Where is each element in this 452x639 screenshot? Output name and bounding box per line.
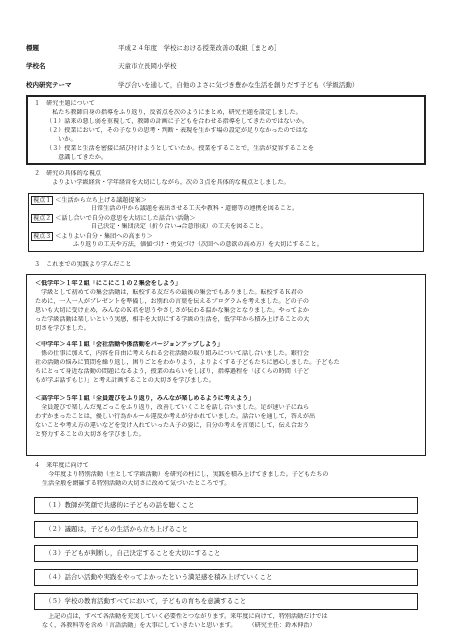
practice-mid-line: 係の仕事に加えて，内容を自由に考えられる会社活動の取り組みについて話し合いました。銀行会 (35, 350, 309, 357)
theme-label: 標題 (26, 44, 39, 52)
section2-title: ２ 研究の具体的な視点 (34, 170, 102, 177)
section1-line: （３）授業と生活を密接に結び付けようとしていたか。授業をすることで，生活が変容することを (46, 145, 315, 152)
viewpoint-3-title: ＜よりよい自分・集団への高まり＞ (55, 233, 153, 240)
practice-low-line: 思いも大切に受け止め，みんなのＫ君を思うやさしさが伝わる温かな集会となりました。やってよか (35, 307, 309, 314)
school-label: 学校名 (26, 62, 46, 70)
viewpoints-box (28, 193, 424, 252)
viewpoint-2-desc: 自己決定・集団決定（折り合い→合意形成）の工夫を図ること。 (91, 223, 267, 230)
closing-line: 上記の点は，すべて各活動を充実していく必要性とつながります。来年度に向けて，特別活動だけでは (42, 613, 328, 620)
viewpoint-3-desc: ふり返りの工夫や方法，価値づけ・勇気づけ（次回への意欲の高め方）を大切にすること。 (73, 241, 323, 248)
goal-item: （３）子どもが判断し，自己決定することを大切にすること (34, 545, 418, 562)
practice-high-line: 全員遊びで楽しんだ鬼ごっこをふり返り，改善していくことを話し合いました。足が速い子にねら (35, 404, 310, 411)
practice-high-line: と努力することの大切さを学びました。 (35, 431, 145, 438)
practice-low-line: ために，一人一人がプレゼントを準備し，お別れの言葉を伝えるプログラムを考えました。どの子の (35, 298, 309, 305)
section1-box (26, 95, 426, 165)
section3-title: ３ これまでの実践より学んだこと (34, 261, 132, 268)
section1-line: （２）授業において，その子なりの思考・判断・表現を生かす場の設定が足りなかったのではな (46, 127, 308, 134)
section1-line: いか。 (46, 136, 77, 143)
practice-high-line: わずかまったことは，優しい行為かルール違反か考えが分かれていました。話合いを通して，答えが出 (35, 413, 316, 420)
viewpoint-1-title: ＜生活から立ち上げる議題提案＞ (55, 197, 147, 204)
goal-item: （２）議題は，子どもの生活から立ち上げること (34, 521, 418, 538)
section1-line: （１）話来の悪し弱を重視して，教師の計画に子どもを合わせる指導をしてきたのではないか。 (46, 118, 308, 125)
theme-value: 平成２４年度 学校における授業改善の取組［まとめ］ (118, 44, 281, 52)
section4-line: 今年度より特別活動（主として学級活動）を研究の柱にし，実践を積み上げてきました。子どもたちの (42, 471, 329, 478)
section4-line: 生活全般を網羅する特別活動の大切さに改めて気づいたところです。 (42, 480, 231, 487)
practice-low-line: 学級として初めての集会活動は，転校する友だちの最後の集会でもありました。転校するＫ君の (35, 289, 304, 296)
practice-box (26, 274, 426, 456)
closing-line: なく，各教科等を含め「言語活動」を大事にしていきたいと思います。 （研究主任：鈴木伸治） (42, 622, 316, 629)
school-value: 天童市立長岡小学校 (118, 62, 177, 70)
section1-title: １ 研究主題について (34, 100, 95, 107)
practice-high-line: ないことや考え方の違いなどを受け入れていったＡ子の姿に，自分の考えを言葉にして，伝え合おう (35, 422, 310, 429)
practice-low-heading: ＜低学年＞１年２組「にこにこ１の２集会をしよう」 (35, 280, 182, 287)
viewpoint-1-tag: 視点１ (33, 197, 52, 204)
section4-title: ４ 来年度に向けて (34, 462, 89, 469)
section1-line: 私たち教師自身の指導をふり返り，反省点を次のようにまとめ，研究主題を設定しました。 (46, 109, 302, 116)
goal-item: （１）教師が笑顔で共感的に子どもの話を聴くこと (34, 497, 418, 514)
goal-item: （５）学校の教育活動すべてにおいて，子どもの育ちを意識すること (34, 593, 418, 610)
goal-item: （４）話合い活動や実践をやってよかったという満足感を積み上げていくこと (34, 569, 418, 586)
practice-low-line: った学級活動は楽しいという実感，相手を大切にする学級の生活を，低学年から積み上げることの大 (35, 316, 310, 323)
viewpoint-2-tag: 視点２ (33, 215, 52, 222)
practice-mid-line: 社の活動の悩みに質問を繰り返し，困りごとをわかりよう，よりよくする子どもたちに感心しました。子どもた (35, 359, 340, 366)
section1-line: 意識してきたか。 (46, 154, 107, 161)
viewpoint-3-tag: 視点３ (33, 233, 52, 240)
section2-intro: よりよい学級経営・学年経営を大切にしながら，次の３点を具体的な視点としました。 (52, 179, 290, 186)
practice-mid-line: もが学ぶ話すもじ）」と考え計画することの大切さを学びました。 (35, 377, 215, 384)
practice-high-heading: ＜高学年＞５年１組「全員遊びをふり返り，みんなが楽しめるように考えよう」 (35, 395, 255, 402)
viewpoint-2-title: ＜話し合いで自分の意思を大切にした話合い活動＞ (55, 215, 196, 222)
viewpoint-1-desc: 日常生活の中から議題を表出させる工夫や教科・道徳等の連携を図ること。 (91, 205, 299, 212)
practice-mid-heading: ＜中学年＞４年１組「会社活動や係活動をバージョンアップしよう」 (35, 341, 224, 348)
research-theme-label: 校内研究テーマ (26, 81, 72, 89)
research-theme-value: 学び合いを通して，自他のよさに気づき豊かな生活を創りだす子ども（学級活動） (118, 81, 359, 89)
practice-low-line: 切さを学びました。 (35, 325, 90, 332)
practice-mid-line: ちにとって身近な活動の問題になるよう，授業のねらいをしぼり，指導過程を「ぼくらの時間（子ど (35, 368, 310, 375)
